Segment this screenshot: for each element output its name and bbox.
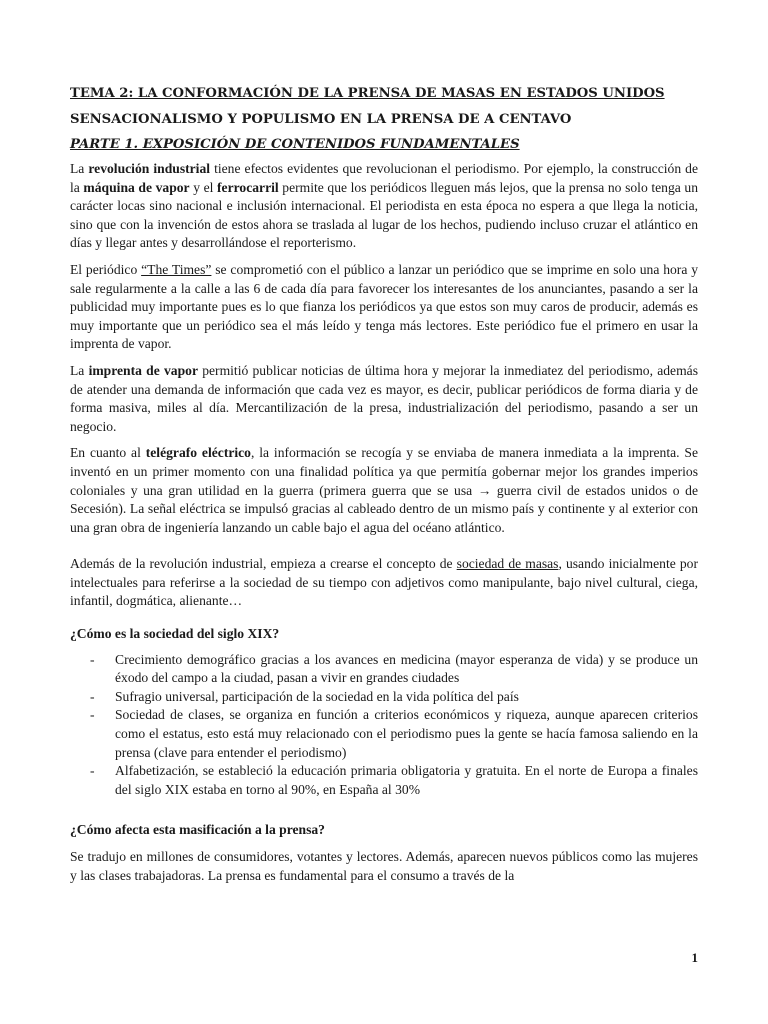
document-subtitle: SENSACIONALISMO Y POPULISMO EN LA PRENSA DE A CENTAVO bbox=[70, 112, 572, 127]
paragraph-sociedad-de-masas: Además de la revolución industrial, empieza a crearse el concepto de sociedad de masas, usando inicialmente por intelectuales para referirse a la sociedad de su tiempo con adjetivos como manipulante, bajo nivel cultural, ciega, infantil, dogmática, alienante… bbox=[70, 556, 698, 609]
society-list bbox=[70, 651, 698, 800]
section-heading: PARTE 1. EXPOSICIÓN DE CONTENIDOS FUNDAMENTALES bbox=[70, 137, 520, 152]
question-heading-masificacion: ¿Cómo afecta esta masificación a la prensa? bbox=[70, 822, 325, 838]
paragraph-the-times: El periódico “The Times” se comprometió con el público a lanzar un periódico que se imprime en solo una hora y sale regularmente a la calle a las 6 de cada día para favorecer los interesantes de los anunciantes, pasando a ser la publicidad muy importante pues es lo que fianza los periódicos ya que estos son muy caros de producir, además es muy importante que un periódico sea el más leído y tenga más lectores. Este periódico fue el primero en usar la imprenta de vapor. bbox=[70, 261, 698, 352]
page-number: 1 bbox=[691, 950, 698, 965]
list-item: - Alfabetización, se estableció la educación primaria obligatoria y gratuita. En el norte de Europa a finales del siglo XIX estaba en torno al 90%, en España al 30% bbox=[90, 763, 698, 797]
document-page bbox=[70, 86, 698, 885]
paragraph-revolucion-industrial: La revolución industrial tiene efectos evidentes que revolucionan el periodismo. Por ejemplo, la construcción de la máquina de vapor y el ferrocarril permite que los periódicos lleguen más lejos, que la prensa no solo tenga un carácter locas sino nacional e inclusión internacional. El periodista en esta época no espera a que llega la noticia, sino que con la invención de estos ahora se traslada al lugar de los hechos, pudiendo incluso cruzar el atlántico en días y llegar antes y desarrollándose el reporterismo. bbox=[70, 161, 698, 251]
list-item: - Sociedad de clases, se organiza en función a criterios económicos y riqueza, aunque aparecen criterios como el estatus, esto está muy relacionado con el periodismo pues la gente se hacía famosa saliendo en la prensa (clave para entender el periodismo) bbox=[90, 707, 698, 760]
question-heading-siglo-xix: ¿Cómo es la sociedad del siglo XIX? bbox=[70, 626, 280, 642]
list-item: - Sufragio universal, participación de la sociedad en la vida política del país bbox=[90, 688, 519, 704]
paragraph-imprenta-de-vapor: La imprenta de vapor permitió publicar noticias de última hora y mejorar la inmediatez del periodismo, además de atender una demanda de información que cada vez es mayor, es decir, publicar periódicos de forma diaria y de forma masiva, miles al día. Mercantilización de la presa, industrialización del periodismo, pasando a ser un negocio. bbox=[70, 362, 698, 434]
paragraph-telegrafo: En cuanto al telégrafo eléctrico, la información se recogía y se enviaba de manera inmediata a la imprenta. Se inventó en un primer momento con una finalidad política ya que permitía gobernar mejor los grandes imperios coloniales y una gran utilidad en la guerra (primera guerra que se usa → guerra civil de estados unidos o de Secesión). La señal eléctrica se impulsó gracias al cableado dentro de un mismo país y continente y al exterior con una gran obra de ingeniería lanzando un cable bajo el agua del océano atlántico. bbox=[70, 445, 699, 535]
list-item: - Crecimiento demográfico gracias a los avances en medicina (mayor esperanza de vida) y se produce un éxodo del campo a la ciudad, pasan a vivir en grandes ciudades bbox=[90, 651, 698, 686]
document-title: TEMA 2: LA CONFORMACIÓN DE LA PRENSA DE MASAS EN ESTADOS UNIDOS bbox=[70, 86, 665, 101]
paragraph-consumidores: Se tradujo en millones de consumidores, votantes y lectores. Además, aparecen nuevos públicos como las mujeres y las clases trabajadoras. La prensa es fundamental para el consumo a través de la bbox=[70, 849, 698, 883]
